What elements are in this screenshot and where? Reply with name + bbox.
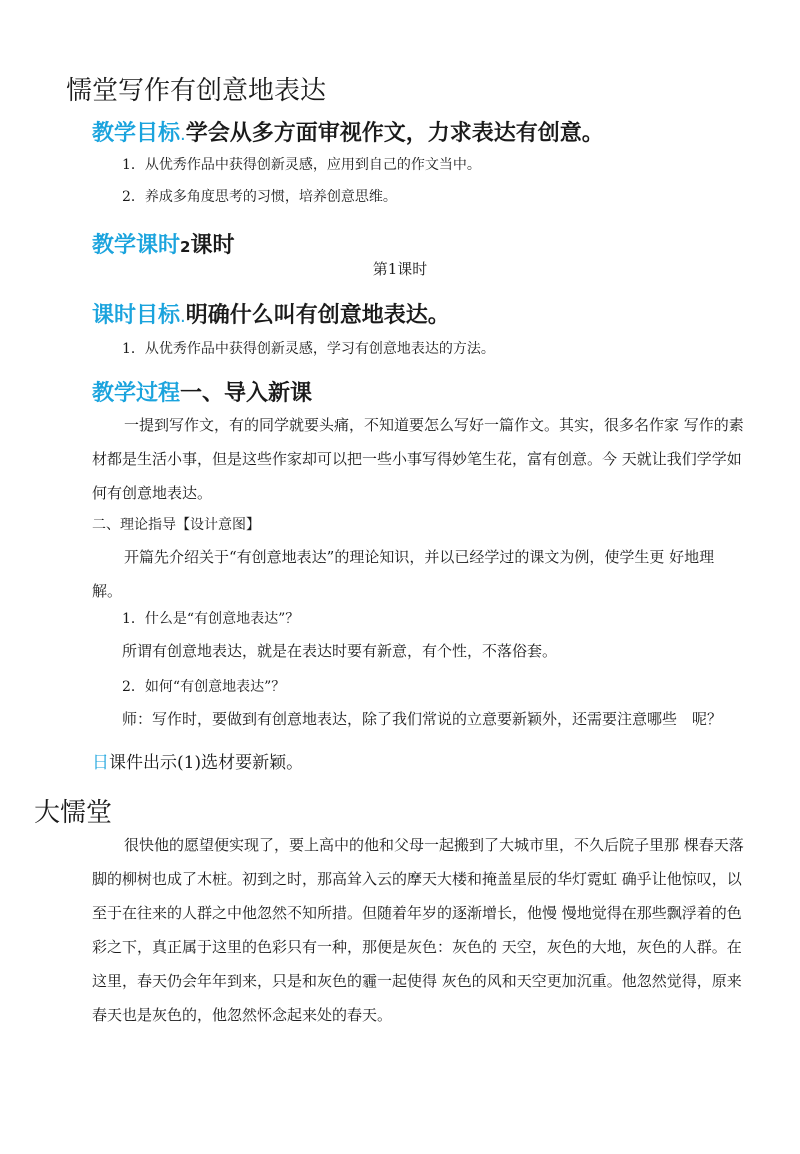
teaching-process-heading — [92, 376, 312, 407]
question-2: 2．如何“有创意地表达”？ — [122, 679, 286, 695]
teaching-goals-label: 教学目标 — [92, 121, 181, 146]
lesson-goals-dot: . — [180, 306, 186, 327]
teaching-goal-item-2: 2．养成多角度思考的习惯，培养创意思维。 — [122, 189, 397, 205]
teaching-process-text: 一、导入新课 — [180, 381, 313, 406]
lesson-goals-label: 课时目标 — [92, 303, 181, 328]
section-theory-heading: 二、理论指导【设计意图】 — [92, 517, 260, 533]
answer-2: 师：写作时，要做到有创意地表达，除了我们常说的立意要新颖外，还需要注意哪些 呢？ — [122, 710, 723, 728]
design-intent-paragraph: 开篇先介绍关于“有创意地表达”的理论知识，并以已经学过的课文为例，使学生更 好地理解。 — [92, 548, 715, 600]
document-title: 懦堂写作有创意地表达 — [66, 76, 327, 106]
teaching-hours-label: 教学课时 — [92, 233, 181, 258]
lesson-goals-text: 明确什么叫有创意地表达。 — [185, 303, 450, 328]
teaching-hours-number: 2 — [180, 238, 191, 256]
intro-paragraph: 一提到写作文，有的同学就要头痛，不知道要怎么写好一篇作文。其实，很多名作家 写作的素材都是生活小事，但是这些作家却可以把一些小事写得妙笔生花，富有创意。今 天就让我们学学如何有创意地表达。 — [92, 416, 744, 502]
lesson-goals-heading — [92, 298, 450, 329]
teaching-process-label: 教学过程 — [92, 381, 181, 406]
teaching-goals-dot: . — [180, 124, 186, 145]
courseware-line — [92, 748, 303, 773]
teaching-hours-text: 课时 — [190, 233, 235, 258]
teaching-hours-heading — [92, 228, 234, 259]
lesson-goal-item-1: 1．从优秀作品中获得创新灵感，学习有创意地表达的方法。 — [122, 341, 495, 357]
answer-1: 所谓有创意地表达，就是在表达时要有新意，有个性，不落俗套。 — [122, 642, 558, 660]
section-heading-2: 大懦堂 — [34, 798, 113, 828]
courseware-icon: 日 — [92, 753, 109, 773]
courseware-text: 课件出示(1)选材要新颖。 — [109, 753, 304, 773]
teaching-goals-heading — [92, 116, 604, 147]
teaching-goal-item-1: 1．从优秀作品中获得创新灵感，应用到自己的作文当中。 — [122, 157, 481, 173]
question-1: 1．什么是“有创意地表达”？ — [122, 611, 300, 627]
story-paragraph: 很快他的愿望便实现了，要上高中的他和父母一起搬到了大城市里，不久后院子里那 棵春天落脚的柳树也成了木桩。初到之时，那高耸入云的摩天大楼和掩盖星辰的华灯霓虹 确乎让他惊叹，以至于在往来的人群之中他忽然不知所措。但随着年岁的逐渐增长，他慢 慢地觉得在那些飘浮着的色彩之下，真正属于这里的色彩只有一种，那便是灰色：灰色的 天空，灰色的大地，灰色的人群。在这里，春天仍会年年到来，只是和灰色的霾一起使得 灰色的风和天空更加沉重。他忽然觉得，原来春天也是灰色的，他忽然怀念起来处的春天。 — [92, 836, 744, 1024]
teaching-goals-text: 学会从多方面审视作文，力求表达有创意。 — [185, 121, 604, 146]
lesson-number: 第1课时 — [372, 260, 428, 278]
